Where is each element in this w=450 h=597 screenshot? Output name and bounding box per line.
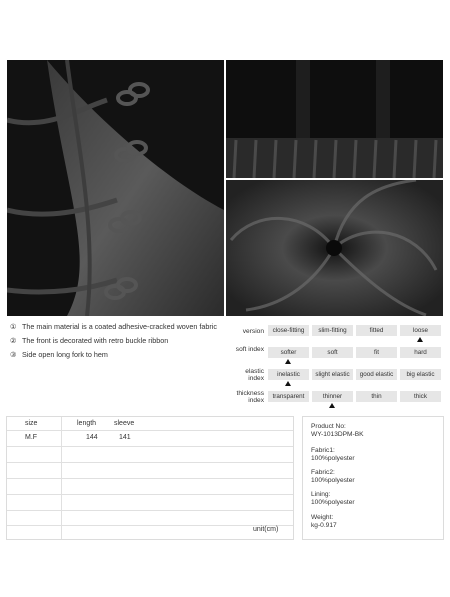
property-option: loose xyxy=(400,325,441,336)
property-row-soft-index xyxy=(228,344,442,362)
property-option: transparent xyxy=(268,391,309,402)
selected-marker-icon xyxy=(285,381,291,386)
length-cell: 144 xyxy=(86,434,98,441)
unit-label: unit(cm) xyxy=(253,526,279,533)
property-option: soft xyxy=(312,347,353,358)
feature-text: The main material is a coated adhesive-cracked woven fabric xyxy=(22,322,217,331)
feature-item: ③ Side open long fork to hem xyxy=(10,350,108,359)
feature-list xyxy=(10,322,220,364)
product-number: Product No: WY-1013DPM-BK xyxy=(311,423,364,438)
property-option: good elastic xyxy=(356,369,397,380)
property-label: version xyxy=(242,328,264,335)
length-header: length xyxy=(77,420,97,427)
fabric1-info: Fabric1: 100%polyester xyxy=(311,447,355,462)
feature-item: ② The front is decorated with retro buckle ribbon xyxy=(10,336,169,345)
table-row xyxy=(7,494,293,507)
property-label: elastic index xyxy=(245,368,264,382)
product-info xyxy=(302,416,444,540)
property-row-thickness-index xyxy=(228,388,442,406)
property-option: slim-fitting xyxy=(312,325,353,336)
property-option: thinner xyxy=(312,391,353,402)
property-row-elastic-index xyxy=(228,366,442,384)
table-row xyxy=(7,462,293,475)
property-option: slight elastic xyxy=(312,369,353,380)
property-row-version xyxy=(228,322,442,340)
property-option: hard xyxy=(400,347,441,358)
size-table xyxy=(6,416,294,540)
property-option: thick xyxy=(400,391,441,402)
property-option: fit xyxy=(356,347,397,358)
size-header: size xyxy=(25,420,38,427)
size-cell: M.F xyxy=(25,434,38,441)
feature-item: ① The main material is a coated adhesive-cracked woven fabric xyxy=(10,322,217,331)
selected-marker-icon xyxy=(329,403,335,408)
weight-info: Weight: kg-0.917 xyxy=(311,514,337,529)
fabric2-info: Fabric2: 100%polyester xyxy=(311,469,355,484)
table-row xyxy=(7,510,293,523)
table-row xyxy=(7,525,293,538)
sleeve-header: sleeve xyxy=(114,420,135,427)
photo-fabric-swirl xyxy=(226,180,443,316)
property-option: big elastic xyxy=(400,369,441,380)
selected-marker-icon xyxy=(285,359,291,364)
photo-velvet-pleated-hem xyxy=(226,60,443,178)
property-label: soft index xyxy=(235,346,264,353)
selected-marker-icon xyxy=(417,337,423,342)
property-option: inelastic xyxy=(268,369,309,380)
property-option: softer xyxy=(268,347,309,358)
lining-info: Lining: 100%polyester xyxy=(311,491,355,506)
table-row xyxy=(7,478,293,491)
property-label: thickness index xyxy=(236,390,264,404)
sleeve-cell: 141 xyxy=(119,434,131,441)
property-option: close-fitting xyxy=(268,325,309,336)
feature-text: The front is decorated with retro buckle ribbon xyxy=(22,336,169,345)
table-row xyxy=(7,446,293,459)
photo-front-buckle-ribbon xyxy=(7,60,224,316)
table-row xyxy=(7,430,293,443)
feature-text: Side open long fork to hem xyxy=(22,350,108,359)
property-option: thin xyxy=(356,391,397,402)
property-option: fitted xyxy=(356,325,397,336)
